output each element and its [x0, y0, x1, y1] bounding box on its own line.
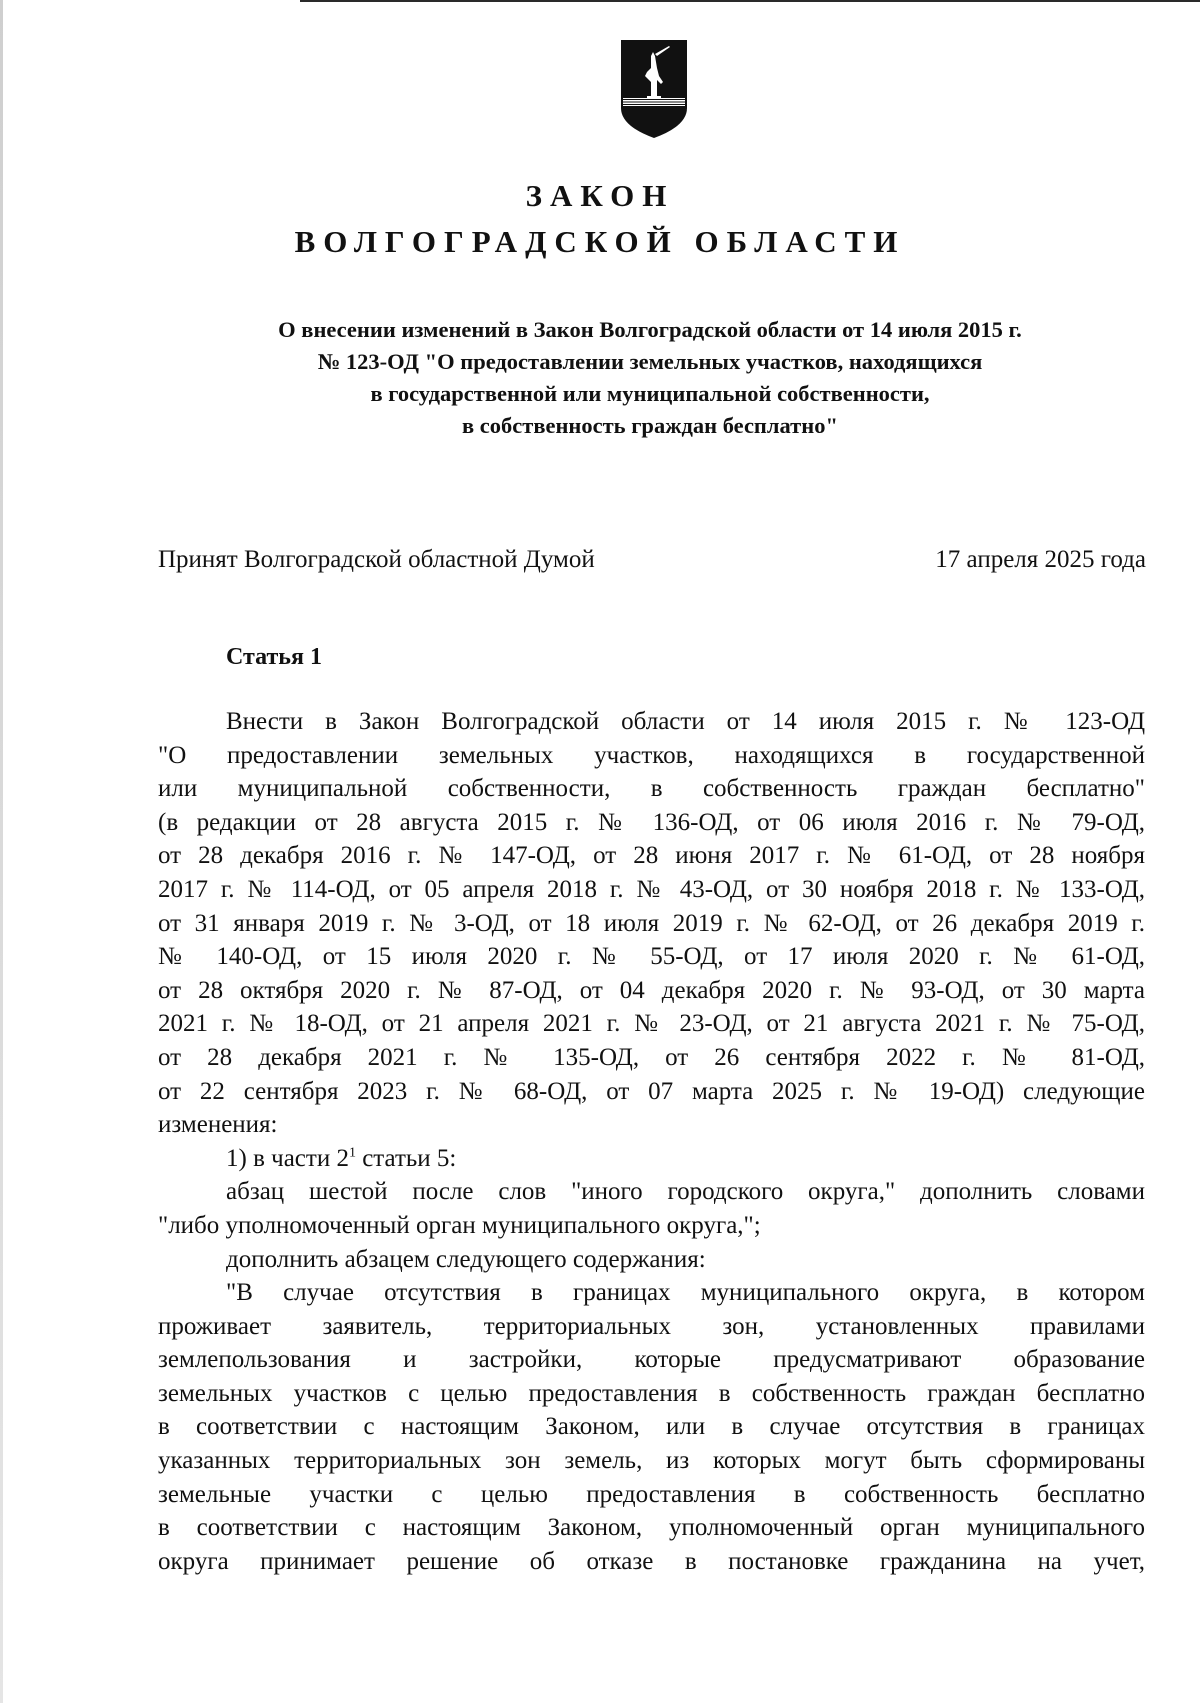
region-title: ВОЛГОГРАДСКОЙ ОБЛАСТИ: [294, 224, 906, 259]
text-line: абзац шестой после слов "иного городского округа," дополнить словами: [226, 1178, 1145, 1206]
text-line: земельные участки с целью предоставления в собственность бесплатно: [158, 1480, 1145, 1508]
text-line: округа принимает решение об отказе в постановке гражданина на учет,: [158, 1547, 1145, 1575]
text-line: в соответствии с настоящим Законом, или в случае отсутствия в границах: [158, 1413, 1145, 1441]
subtitle-line: № 123-ОД "О предоставлении земельных участков, находящихся: [317, 349, 983, 374]
text-line: от 31 января 2019 г. № 3-ОД, от 18 июля 2019 г. № 62-ОД, от 26 декабря 2019 г.: [158, 909, 1145, 937]
article-body: [158, 705, 1145, 1578]
law-title: ЗАКОН: [525, 178, 675, 213]
list-item-1: [158, 1142, 1145, 1176]
subtitle-line: О внесении изменений в Закон Волгоградской области от 14 июля 2015 г.: [278, 317, 1022, 342]
text-line: дополнить абзацем следующего содержания:: [226, 1245, 706, 1273]
law-subtitle: [190, 314, 1110, 442]
text-line: 2017 г. № 114-ОД, от 05 апреля 2018 г. № 43-ОД, от 30 ноября 2018 г. № 133-ОД,: [158, 875, 1145, 903]
text-line: в соответствии с настоящим Законом, уполномоченный орган муниципального: [158, 1514, 1145, 1542]
subtitle-line: в собственность граждан бесплатно": [462, 413, 838, 438]
text-line: "О предоставлении земельных участков, находящихся в государственной: [158, 741, 1145, 769]
text-line: № 140-ОД, от 15 июля 2020 г. № 55-ОД, от 17 июля 2020 г. № 61-ОД,: [158, 943, 1145, 971]
item-text: 1) в части 2: [226, 1144, 349, 1172]
text-line: изменения:: [158, 1111, 278, 1139]
scan-edge-top: [300, 0, 1200, 2]
text-line: "либо уполномоченный орган муниципального округа,";: [158, 1211, 761, 1239]
text-line: (в редакции от 28 августа 2015 г. № 136-ОД, от 06 июля 2016 г. № 79-ОД,: [158, 808, 1145, 836]
adopted-by: Принят Волгоградской областной Думой: [158, 546, 595, 573]
adoption-date: 17 апреля 2025 года: [935, 546, 1146, 573]
text-line: указанных территориальных зон земель, из которых могут быть сформированы: [158, 1447, 1145, 1475]
text-line: от 28 декабря 2016 г. № 147-ОД, от 28 июня 2017 г. № 61-ОД, от 28 ноября: [158, 842, 1145, 870]
text-line: от 22 сентября 2023 г. № 68-ОД, от 07 марта 2025 г. № 19-ОД) следующие: [158, 1077, 1145, 1105]
text-line: Внести в Закон Волгоградской области от 14 июля 2015 г. № 123-ОД: [226, 708, 1145, 735]
text-line: 2021 г. № 18-ОД, от 21 апреля 2021 г. № 23-ОД, от 21 августа 2021 г. № 75-ОД,: [158, 1010, 1145, 1038]
text-line: "В случае отсутствия в границах муниципального округа, в котором: [226, 1279, 1145, 1307]
text-line: или муниципальной собственности, в собственность граждан бесплатно": [158, 775, 1145, 803]
article-heading: Статья 1: [226, 644, 322, 670]
text-line: земельных участков с целью предоставления в собственность граждан бесплатно: [158, 1379, 1145, 1407]
text-line: от 28 октября 2020 г. № 87-ОД, от 04 декабря 2020 г. № 93-ОД, от 30 марта: [158, 976, 1145, 1004]
text-line: от 28 декабря 2021 г. № 135-ОД, от 26 сентября 2022 г. № 81-ОД,: [158, 1043, 1145, 1071]
text-line: землепользования и застройки, которые предусматривают образование: [158, 1346, 1145, 1374]
subtitle-line: в государственной или муниципальной собственности,: [370, 381, 930, 406]
volgograd-coat-of-arms-icon: [617, 38, 691, 140]
text-line: проживает заявитель, территориальных зон, установленных правилами: [158, 1312, 1145, 1340]
superscript: 1: [348, 1145, 356, 1161]
item-text: статьи 5:: [355, 1144, 457, 1172]
